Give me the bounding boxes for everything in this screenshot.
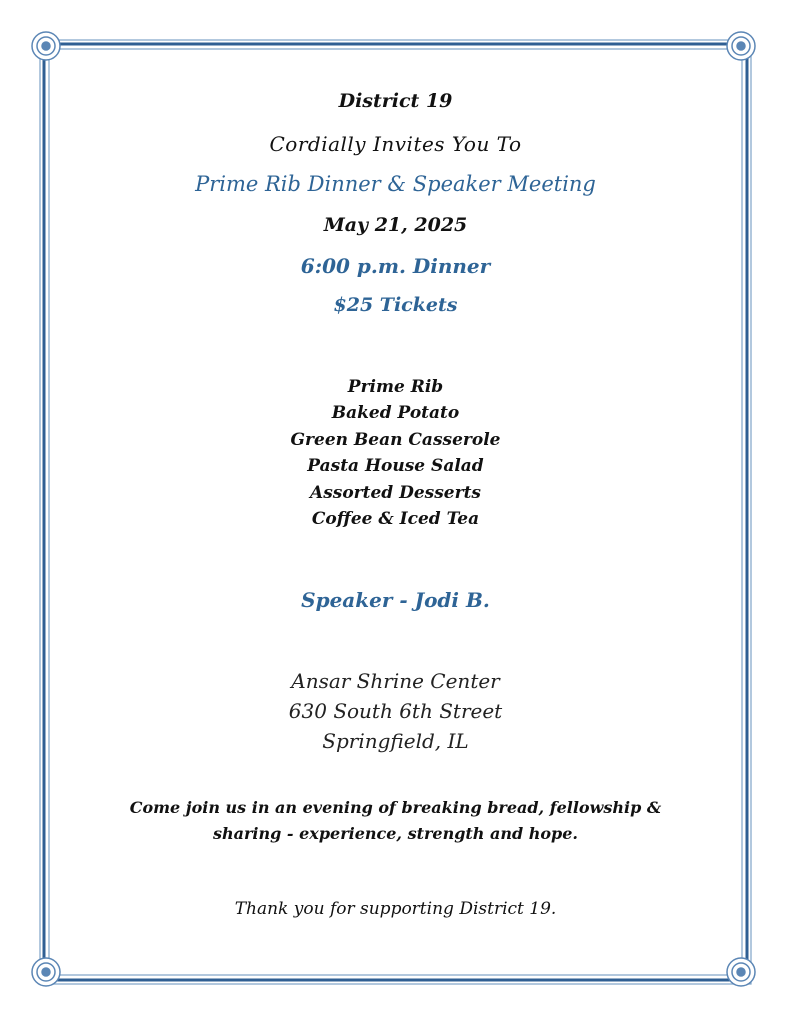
- menu-item: Assorted Desserts: [310, 482, 481, 503]
- address-line: 630 South 6th Street: [288, 699, 503, 723]
- menu-item: Green Bean Casserole: [290, 429, 501, 450]
- event-date: May 21, 2025: [323, 214, 468, 236]
- menu-list: [0, 374, 791, 532]
- corner-ornament-bottom-right: [727, 958, 755, 986]
- menu-item: Prime Rib: [347, 377, 444, 397]
- menu-item: Baked Potato: [331, 403, 460, 424]
- address-line: Ansar Shrine Center: [291, 669, 500, 693]
- thank-you-note: Thank you for supporting District 19.: [234, 899, 557, 919]
- district-name: District 19: [338, 90, 453, 112]
- corner-ornament-top-right: [727, 32, 755, 60]
- menu-item: Pasta House Salad: [307, 456, 484, 477]
- corner-ornament-bottom-left: [32, 958, 60, 986]
- event-time: 6:00 p.m. Dinner: [300, 254, 491, 278]
- venue-address: [0, 666, 791, 756]
- invitation-message: Come join us in an evening of breaking bread, fellowship & sharing - experience, strength and hope.: [129, 798, 662, 843]
- menu-item: Coffee & Iced Tea: [311, 509, 480, 530]
- ticket-price: $25 Tickets: [333, 294, 458, 316]
- invitation-line: Cordially Invites You To: [269, 132, 522, 156]
- address-line: Springfield, IL: [322, 729, 469, 753]
- event-title: Prime Rib Dinner & Speaker Meeting: [195, 172, 596, 196]
- corner-ornament-top-left: [32, 32, 60, 60]
- speaker-name: Speaker - Jodi B.: [301, 588, 490, 612]
